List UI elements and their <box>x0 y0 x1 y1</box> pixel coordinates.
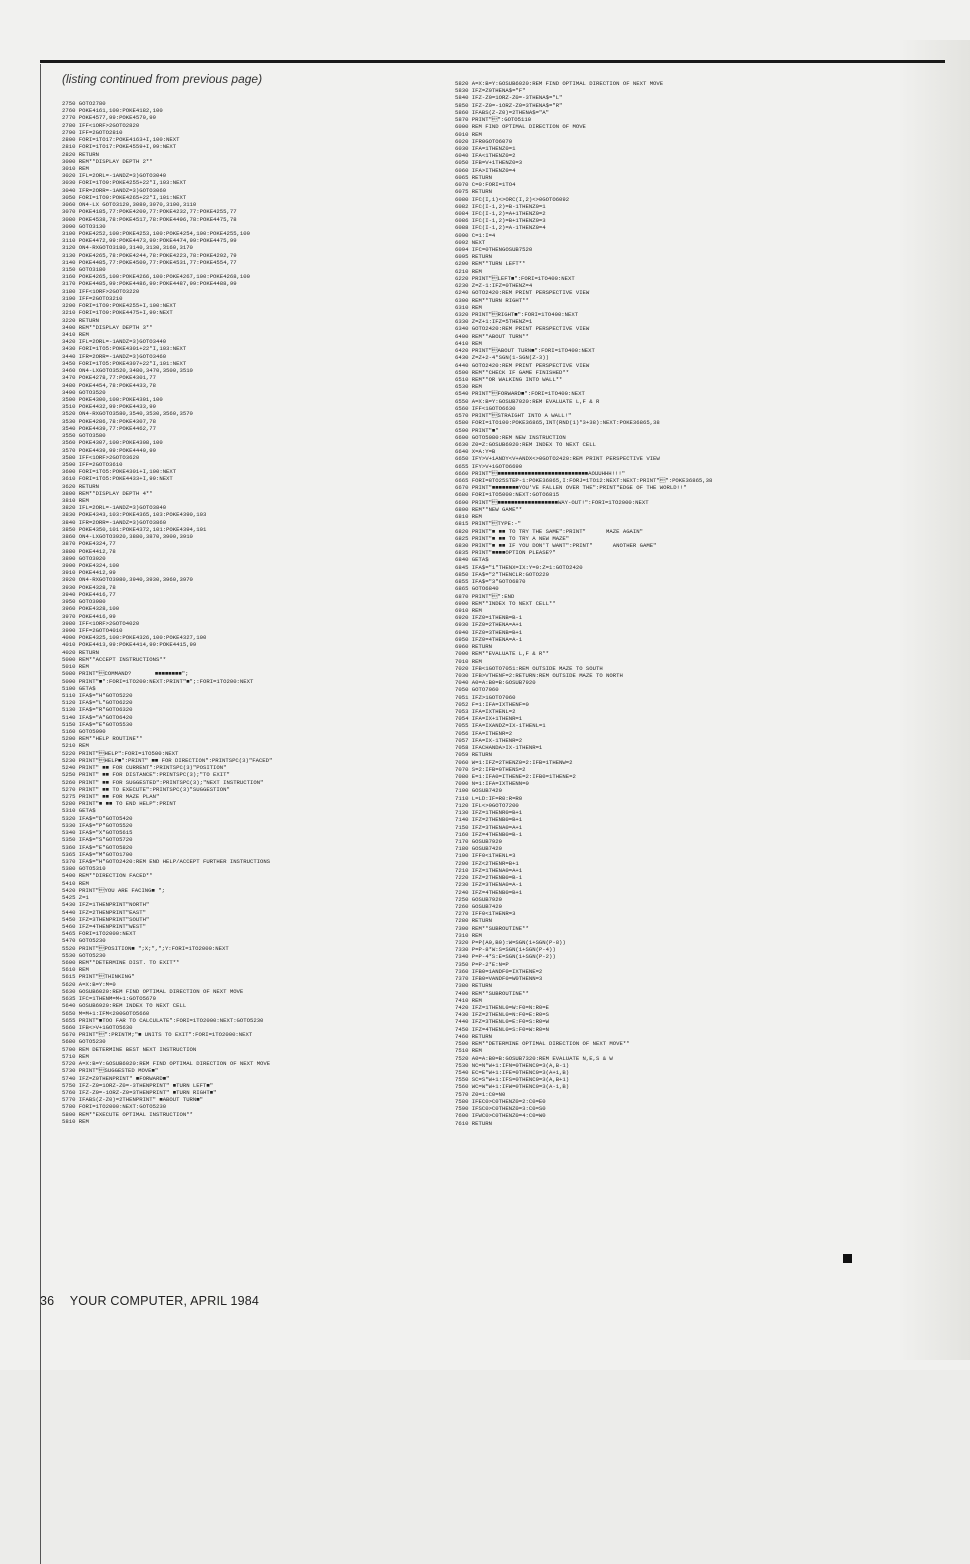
listing-line: 3560 POKE4307,100:POKE4308,100 <box>62 439 163 447</box>
listing-line: 3100 POKE4252,100:POKE4253,100:POKE4254,100:POKE4255,100 <box>62 229 250 237</box>
listing-line: 6075 RETURN <box>455 188 492 196</box>
listing-line: 6855 IFA$="3"GOTO6870 <box>455 578 526 586</box>
listing-line: 6200 REM**TURN LEFT** <box>455 260 526 268</box>
listing-line: 5600 REM**DETERMINE DIST. TO EXIT** <box>62 959 180 967</box>
listing-line: 3120 ON4-RXGOTO3180,3140,3130,3160,3170 <box>62 244 193 252</box>
magazine-issue: YOUR COMPUTER, APRIL 1984 <box>69 1294 260 1308</box>
listing-line: 3990 IFF=2GOTO4010 <box>62 626 123 634</box>
listing-line: 6640 X=A:Y=B <box>455 448 496 456</box>
listing-line: 7051 IFZ>1GOTO7060 <box>455 693 516 701</box>
listing-line: 7300 REM**SUBROUTINE** <box>455 924 529 932</box>
listing-line: 6820 PRINT"■ ■■ TO TRY THE SAME":PRINT" MAZE AGAIN" <box>455 527 643 535</box>
listing-line: 3430 FORI=1TO5:POKE4301+22*I,103:NEXT <box>62 345 187 353</box>
listing-line: 6082 IFC(I-1,2)=B-1THENZ0=1 <box>455 202 546 210</box>
listing-line: 7590 IFSC0>C0THENZ0=3:C0=S0 <box>455 1105 546 1113</box>
page-number: 36 <box>40 1294 55 1308</box>
listing-line: 5210 REM <box>62 742 89 750</box>
listing-line: 6845 IFA$="1"THENX=IX:Y=0:Z=1:GOTO2420 <box>455 563 583 571</box>
listing-line: 5660 IFB<>V+1GOTO5630 <box>62 1024 133 1031</box>
listing-line: 3400 REM**DISPLAY DEPTH 3** <box>62 323 153 331</box>
listing-line: 7030 IFB>VTHENF=2:RETURN:REM OUTSIDE MAZE TO NORTH <box>455 671 623 679</box>
listing-line: 7190 IFF0<1THENL=3 <box>455 852 516 860</box>
listing-line: 5310 GETA$ <box>62 807 96 815</box>
listing-line: 6088 IFC(I-1,2)=A-1THENZ0=4 <box>455 224 546 232</box>
listing-line: 7054 IFA=IX+1THENR=1 <box>455 715 523 723</box>
listing-line: 5530 GOTO5230 <box>62 951 106 959</box>
listing-column-right <box>455 80 875 1260</box>
listing-line: 2810 FORI=1TO17:POKE4559+I,99:NEXT <box>62 143 177 151</box>
listing-line: 3050 FORI=1TO9:POKE4265+22*I,101:NEXT <box>62 193 187 201</box>
listing-line: 3860 ON4-LXGOTO3920,3880,3870,3900,3910 <box>62 533 193 541</box>
listing-line: 7530 NC=N*W+1:IFN=0THENC0=3(A,B-1) <box>455 1061 570 1069</box>
listing-line: 5650 M=M+1:IFM<200GOTO5660 <box>62 1009 150 1017</box>
listing-line: 3090 GOTO3130 <box>62 222 106 230</box>
listing-line: 3110 POKE4472,99:POKE4473,99:POKE4474,99:POKE4475,99 <box>62 237 237 245</box>
listing-line: 3510 POKE4432,99:POKE4433,99 <box>62 403 156 411</box>
listing-line: 5240 PRINT" ■■ FOR CURRENT":PRINTSPC(3)"POSITION" <box>62 764 227 772</box>
listing-line: 5270 PRINT" ■■ TO EXECUTE":PRINTSPC(3)"SUGGESTION" <box>62 785 230 793</box>
listing-line: 6560 IFF<1GOTO6630 <box>455 404 516 412</box>
listing-line: 6020 IFR0GOTO6070 <box>455 137 513 145</box>
listing-line: 7040 A0=A:B0=B:GOSUB7920 <box>455 679 536 687</box>
listing-line: 3550 GOTO3580 <box>62 432 106 440</box>
listing-line: 7020 IFB<1GOTO7051:REM OUTSIDE MAZE TO SOUTH <box>455 664 603 672</box>
listing-line: 7130 IFZ=1THENR0=B+1 <box>455 809 523 817</box>
listing-line: 6540 PRINT"FORWARD■":FORI=1TO400:NEXT <box>455 390 585 398</box>
listing-line: 3470 POKE4278,77:POKE4301,77 <box>62 374 156 382</box>
listing-line: 7350 P=P-2*E:N=P <box>455 960 509 968</box>
listing-line: 5680 GOTO5230 <box>62 1038 106 1046</box>
listing-line: 3000 REM**DISPLAY DEPTH 2** <box>62 157 153 165</box>
listing-line: 5470 GOTO5230 <box>62 937 106 945</box>
listing-line: 5110 IFA$="H"GOTO5220 <box>62 691 133 699</box>
listing-line: 5275 PRINT" ■■ FOR MAZE PLAN" <box>62 793 160 800</box>
listing-line: 7320 P=P(A0,B0):W=SGN(1+SGN(P-8)) <box>455 939 566 947</box>
listing-line: 7600 IFWC0>C0THENZ0=4:C0=W0 <box>455 1112 546 1120</box>
listing-line: 7150 IFZ=3THENA0=A+1 <box>455 823 523 831</box>
listing-line: 3130 POKE4265,78:POKE4244,78:POKE4223,78:POKE4202,79 <box>62 251 237 259</box>
listing-line: 5100 GETA$ <box>62 684 96 692</box>
listing-line: 5130 IFA$="R"GOTO6320 <box>62 706 133 714</box>
listing-line: 7520 A0=A:B0=B:GOSUB7320:REM EVALUATE N,E,S & W <box>455 1054 613 1062</box>
listing-line: 6240 GOTO2420:REM PRINT PERSPECTIVE VIEW <box>455 289 590 297</box>
listing-line: 7460 RETURN <box>455 1032 492 1040</box>
listing-line: 6060 IFA>ITHENZ0=4 <box>455 166 516 174</box>
listing-line: 7550 SC=S*W+1:IFS=0THENC0=3(A,B+1) <box>455 1076 570 1084</box>
listing-line: 6086 IFC(I-1,2)=B+1THENZ0=3 <box>455 217 546 225</box>
listing-line: 5610 REM <box>62 966 89 974</box>
listing-line: 6690 PRINT"■■■■■■■■■■■■■■■■■■WAY-OUT!":FORI=1TO2000:NEXT <box>455 498 649 506</box>
listing-line: 3460 ON4-LXGOTO3520,3480,3470,3500,3510 <box>62 367 193 375</box>
listing-line: 6400 REM**ABOUT TURN** <box>455 332 529 340</box>
listing-line: 3930 POKE4328,78 <box>62 583 116 591</box>
listing-line: 5150 IFA$="E"GOTO5530 <box>62 720 133 728</box>
listing-line: 5760 IFZ-Z0=-1ORZ-Z0=3THENPRINT" ■TURN RIGHT■" <box>62 1088 217 1096</box>
listing-line: 3580 IFF<1ORF>2GOTO3620 <box>62 453 140 461</box>
listing-line: 6430 Z=Z+2-4*SGN(1-SGN(Z-3)) <box>455 354 549 362</box>
listing-line: 3200 FORI=1TO9:POKE4255+I,100:NEXT <box>62 302 177 310</box>
listing-line: 5860 IFABS(Z-Z0)=2THENA$="A" <box>455 108 549 116</box>
listing-line: 6310 REM <box>455 303 482 311</box>
listing-line: 6210 REM <box>455 267 482 275</box>
listing-line: 5120 IFA$="L"GOTO6220 <box>62 699 133 707</box>
listing-line: 6030 IFA=1THENZ0=1 <box>455 144 516 152</box>
listing-line: 6600 GOTO5080:REM NEW INSTRUCTION <box>455 433 566 441</box>
listing-line: 6825 PRINT"■ ■■ TO TRY A NEW MAZE" <box>455 534 570 542</box>
listing-line: 6930 IFZ0=2THENA=A+1 <box>455 621 523 629</box>
listing-line: 3590 IFF=2GOTO3610 <box>62 460 123 468</box>
listing-line: 7230 IFZ=3THENA0=A-1 <box>455 881 523 889</box>
listing-line: 5370 IFA$="H"GOTO2420:REM END HELP/ACCEPT FURTHER INSTRUCTIONS <box>62 857 271 865</box>
listing-line: 3530 POKE4286,78:POKE4307,78 <box>62 417 156 425</box>
listing-line: 6665 FORI=8TO25STEP-1:POKE36865,I:FORJ=1TO12:NEXT:NEXT:PRINT"":POKE36865,38 <box>455 477 713 485</box>
listing-line: 6010 REM <box>455 130 482 138</box>
listing-line: 5420 PRINT"YOU ARE FACING■ "; <box>62 886 165 894</box>
listing-line: 5140 IFA$="A"GOTO6420 <box>62 713 133 721</box>
listing-line: 7180 GOSUB7420 <box>455 845 502 853</box>
listing-line: 5320 IFA$="D"GOTO5420 <box>62 814 133 822</box>
listing-line: 5870 PRINT"":GOTO5110 <box>455 116 532 124</box>
listing-line: 3910 POKE4412,99 <box>62 569 116 577</box>
listing-line: 5720 A=X:B=Y:GOSUB6020:REM FIND OPTIMAL DIRECTION OF NEXT MOVE <box>62 1060 271 1068</box>
listing-line: 3850 POKE4350,101:POKE4372,101:POKE4394,101 <box>62 525 207 533</box>
listing-line: 7053 IFA=IXTHENL=2 <box>455 708 516 716</box>
listing-line: 7420 IFZ=1THENL0=W:F0=N:R0=E <box>455 1004 549 1011</box>
listing-line: 7220 IFZ=2THENB0=B-1 <box>455 874 523 882</box>
listing-line: 7200 IFZ<2THENR=B+1 <box>455 859 519 867</box>
listing-line: 5465 FORI=1TO2000:NEXT <box>62 930 136 938</box>
listing-line: 6040 IFA<1THENZ0=2 <box>455 152 516 160</box>
listing-line: 3210 FORI=1TO9:POKE4475+I,99:NEXT <box>62 309 173 317</box>
listing-line: 6670 PRINT"■■■■■■■■YOU'VE FALLEN OVER THE":PRINT"EDGE OF THE WORLD!!" <box>455 484 687 492</box>
listing-line: 6092 NEXT <box>455 238 486 246</box>
listing-line: 3160 POKE4265,100:POKE4266,100:POKE4267,100:POKE4268,100 <box>62 273 250 281</box>
listing-line: 7260 GOSUB7420 <box>455 902 502 910</box>
listing-line: 3820 IFL=2ORL=-1ANDZ=3)GOTO3840 <box>62 504 167 512</box>
listing-line: 3870 POKE4324,77 <box>62 540 116 548</box>
listing-line: 3800 REM**DISPLAY DEPTH 4** <box>62 489 153 497</box>
listing-line: 3080 POKE4538,78:POKE4517,78:POKE4496,78:POKE4475,78 <box>62 215 237 223</box>
listing-line: 7160 IFZ=4THENB0=B-1 <box>455 830 523 838</box>
listing-line: 6340 GOTO2420:REM PRINT PERSPECTIVE VIEW <box>455 325 590 333</box>
listing-line: 6090 C=1:I=4 <box>455 231 496 239</box>
listing-line: 6050 IFB=V+1THENZ0=3 <box>455 159 523 167</box>
listing-line: 6865 GOTO6840 <box>455 585 499 593</box>
listing-line: 6330 Z=Z+1:IFZ=5THENZ=1 <box>455 318 533 326</box>
listing-line: 3600 FORI=1TO5:POKE4301+I,100:NEXT <box>62 468 177 476</box>
listing-line: 5655 PRINT"■TOO FAR TO CALCULATE":FORI=1TO2000:NEXT:GOTO5230 <box>62 1016 264 1024</box>
top-rule <box>40 60 945 63</box>
listing-line: 5340 IFA$="X"GOTO5615 <box>62 829 133 837</box>
listing-line: 5770 IFABS(Z-Z0)=2THENPRINT" ■ABOUT TURN■" <box>62 1096 203 1104</box>
listing-line: 7250 GOSUB7920 <box>455 895 502 903</box>
listing-line: 3620 RETURN <box>62 482 99 490</box>
listing-line: 5750 IFZ-Z0=1ORZ-Z0=-3THENPRINT" ■TURN LEFT■" <box>62 1081 214 1089</box>
listing-line: 5620 A=X:B=Y:M=0 <box>62 980 116 988</box>
listing-line: 7330 P=P-8*W:S=SGN(1+SGN(P-4)) <box>455 946 556 954</box>
listing-line: 5360 IFA$="E"GOTO5820 <box>62 843 133 851</box>
listing-line: 3480 POKE4454,78:POKE4433,78 <box>62 381 156 389</box>
listing-line: 5520 PRINT"POSITION■ ";X;",";Y:FORI=1TO2000:NEXT <box>62 944 229 952</box>
listing-line: 5410 REM <box>62 879 89 887</box>
listing-line: 6630 Z0=Z:GOSUB6920:REM INDEX TO NEXT CELL <box>455 440 596 448</box>
listing-line: 3880 POKE4412,78 <box>62 547 116 555</box>
listing-line: 6840 GETA$ <box>455 556 489 564</box>
listing-line: 5450 IFZ=3THENPRINT"SOUTH" <box>62 915 150 923</box>
listing-line: 7560 WC=W*W+1:IFW=0THENC0=3(A-1,B) <box>455 1083 570 1091</box>
listing-line: 6510 REM**OR WALKING INTO WALL** <box>455 375 563 383</box>
listing-line: 5630 GOSUB6020:REM FIND OPTIMAL DIRECTION OF NEXT MOVE <box>62 987 244 995</box>
listing-line: 3150 GOTO3180 <box>62 266 106 274</box>
listing-line: 7280 RETURN <box>455 917 492 925</box>
listing-line: 5425 Z=1 <box>62 894 89 902</box>
listing-line: 5710 REM <box>62 1052 89 1060</box>
listing-line: 5365 IFA$="M"GOTO1700 <box>62 850 133 858</box>
listing-line: 6220 PRINT"LEFT■":FORI=1TO400:NEXT <box>455 274 575 282</box>
listing-line: 3570 POKE4439,99:POKE4440,99 <box>62 446 156 454</box>
listing-line: 6850 IFA$="2"THENCLR:GOTO220 <box>455 570 549 578</box>
listing-line: 7120 IFL<>0GOTO7200 <box>455 801 519 809</box>
listing-line: 5460 IFZ=4THENPRINT"WEST" <box>62 922 146 930</box>
next-page-edge <box>900 40 970 1360</box>
listing-line: 7340 P=P-4*S:E=SGN(1+SGN(P-2)) <box>455 953 556 961</box>
listing-line: 5200 REM**HELP ROUTINE** <box>62 735 143 743</box>
page-footer <box>40 1294 259 1308</box>
listing-line: 2790 IFF=2GOTO2810 <box>62 128 123 136</box>
listing-line: 7140 IFZ=2THENB0=B+1 <box>455 816 523 824</box>
listing-line: 4000 POKE4325,100:POKE4326,100:POKE4327,100 <box>62 634 207 642</box>
listing-line: 7450 IFZ=4THENL0=S:F0=W:R0=N <box>455 1025 549 1033</box>
listing-line: 5430 IFZ=1THENPRINT"NORTH" <box>62 901 150 909</box>
listing-line: 2780 IFF<1ORF>2GOTO2820 <box>62 121 140 129</box>
listing-line: 6095 RETURN <box>455 253 492 261</box>
listing-line: 3020 IFL=2ORL=-1ANDZ=3)GOTO3040 <box>62 172 167 180</box>
listing-line: 3960 POKE4328,100 <box>62 605 120 613</box>
listing-line: 3520 ON4-RXGOTO3580,3540,3530,3560,3570 <box>62 410 193 418</box>
listing-line: 7055 IFA=IXANDZ=IX-1THENL=1 <box>455 722 546 730</box>
listing-line: 6655 IFY>V+1GOTO6690 <box>455 462 523 470</box>
listing-line: 5740 IFZ=Z0THENPRINT" ■FORWARD■" <box>62 1074 170 1082</box>
listing-line: 5400 REM**DIRECTION FACED** <box>62 872 153 880</box>
listing-line: 6550 A=X:B=Y:GOSUB7020:REM EVALUATE L,F & R <box>455 397 600 405</box>
listing-line: 6084 IFC(I-1,2)=A+1THENZ0=2 <box>455 209 546 217</box>
listing-line: 7056 IFA=ITHENR=2 <box>455 729 513 737</box>
listing-line: 6920 IFZ0=1THENB=B-1 <box>455 614 523 622</box>
listing-line: 5000 REM**ACCEPT INSTRUCTIONS** <box>62 655 167 663</box>
listing-line: 7510 REM <box>455 1047 482 1055</box>
listing-line: 5280 PRINT"■ ■■ TO END HELP":PRINT <box>62 800 177 808</box>
listing-line: 7540 EC=E*W+1:IFE=0THENC0=3(A+1,B) <box>455 1068 570 1076</box>
listing-line: 6590 PRINT"■" <box>455 426 499 434</box>
listing-line: 3170 POKE4485,99:POKE4486,99:POKE4487,99:POKE4488,99 <box>62 280 237 288</box>
listing-line: 6440 GOTO2420:REM PRINT PERSPECTIVE VIEW <box>455 361 590 369</box>
listing-line: 3540 POKE4439,77:POKE4462,77 <box>62 424 156 432</box>
listing-line: 6815 PRINT"TYPE:-" <box>455 520 522 528</box>
listing-line: 6830 PRINT"■ ■■ IF YOU DON'T WANT":PRINT" ANOTHER GAME" <box>455 542 657 549</box>
end-of-listing-mark <box>843 1254 852 1263</box>
listing-line: 5840 IFZ-Z0=1ORZ-Z0=-3THENA$="L" <box>455 94 563 102</box>
listing-line: 5080 PRINT"COMMAND? ■■■■■■■■"; <box>62 670 189 678</box>
listing-line: 6530 REM <box>455 383 482 391</box>
listing-line: 7370 IFB0=VANDF0=W0THENN=3 <box>455 975 543 983</box>
listing-line: 5440 IFZ=2THENPRINT"EAST" <box>62 908 146 916</box>
listing-line: 6950 IFZ0=4THENA=A-1 <box>455 635 523 643</box>
listing-line: 6835 PRINT"■■■■OPTION PLEASE?" <box>455 549 556 557</box>
listing-line: 6650 IFY>V+1ANDY<V+ANDX<>0GOTO2420:REM PRINT PERSPECTIVE VIEW <box>455 455 660 463</box>
listing-line: 5090 PRINT"■":FORI=1TO200:NEXT:PRINT"■";:FORI=1TO200:NEXT <box>62 677 254 685</box>
listing-line: 7400 REM**SUBROUTINE** <box>455 989 529 997</box>
listing-line: 7010 REM <box>455 657 482 665</box>
listing-line: 2800 FORI=1TO17:POKE4163+I,100:NEXT <box>62 136 180 144</box>
listing-line: 5615 PRINT"THINKING" <box>62 973 135 981</box>
listing-line: 6094 IFC=0THENGOSUB7520 <box>455 246 533 254</box>
listing-line: 7610 RETURN <box>455 1119 492 1127</box>
listing-column-left <box>62 100 442 1260</box>
listing-line: 5800 REM**EXECUTE OPTIMAL INSTRUCTION** <box>62 1110 193 1118</box>
listing-line: 7059 RETURN <box>455 751 492 759</box>
listing-line: 7100 GOSUB7420 <box>455 787 502 795</box>
listing-line: 3450 FORI=1TO5:POKE4307+22*I,101:NEXT <box>62 359 187 367</box>
listing-line: 5250 PRINT" ■■ FOR DISTANCE":PRINTSPC(3);"TO EXIT" <box>62 771 230 779</box>
listing-line: 5010 REM <box>62 663 89 671</box>
continued-note: (listing continued from previous page) <box>62 72 263 86</box>
listing-line: 3840 IFR=2ORR=-1ANDZ=3)GOTO3860 <box>62 518 167 526</box>
listing-line: 5850 IFZ-Z0=-1ORZ-Z0=3THENA$="R" <box>455 101 563 109</box>
listing-line: 7060 W=1:IFZ=2THENZ0=2:IFB=1THENW=2 <box>455 758 573 766</box>
listing-line: 6300 REM**TURN RIGHT** <box>455 296 529 304</box>
listing-line: 3830 POKE4343,103:POKE4365,103:POKE4390,103 <box>62 511 207 519</box>
listing-line: 3180 IFF<1ORF>2GOTO3220 <box>62 287 140 295</box>
listing-line: 7380 RETURN <box>455 982 492 990</box>
listing-line: 2750 GOTO2780 <box>62 100 106 107</box>
listing-line: 6900 REM**INDEX TO NEXT CELL** <box>455 599 556 607</box>
listing-line: 4010 POKE4413,99:POKE4414,99:POKE4415,99 <box>62 641 197 649</box>
listing-line: 6940 IFZ0=3THENB=B+1 <box>455 628 523 636</box>
listing-line: 6320 PRINT"RIGHT■":FORI=1TO400:NEXT <box>455 311 579 318</box>
listing-line: 7240 IFZ=4THENB0=B+1 <box>455 888 523 896</box>
listing-line: 7070 S=2:IFB=0THENS=2 <box>455 765 526 773</box>
listing-line: 7210 IFZ=1THENA0=A+1 <box>455 866 523 874</box>
listing-line: 2820 RETURN <box>62 150 99 158</box>
listing-line: 3920 ON4-RXGOTO3980,3940,3930,3960,3970 <box>62 576 193 584</box>
listing-line: 3610 FORI=1TO5:POKE4433+I,99:NEXT <box>62 475 173 483</box>
listing-line: 6800 REM**NEW GAME** <box>455 505 523 513</box>
listing-line: 5830 IFZ=Z0THENA$="F" <box>455 87 526 95</box>
listing-line: 5220 PRINT"HELP":FORI=1TO500:NEXT <box>62 749 179 757</box>
listing-line: 6870 PRINT"":END <box>455 592 515 600</box>
listing-line: 7110 L=LD:IF=R0:R=R0 <box>455 794 523 802</box>
listing-line: 6660 PRINT"■■■■■■■■■■■■■■■■■■■■■■■■■■■AOUUHHH!!!" <box>455 469 626 477</box>
listing-line: 5635 IFC=1THENM=M+1:GOTO5670 <box>62 995 156 1003</box>
listing-line: 6960 RETURN <box>455 643 492 651</box>
listing-line: 6070 C=0:FORI=1TO4 <box>455 181 516 189</box>
listing-line: 2770 POKE4577,99:POKE4570,99 <box>62 114 156 122</box>
listing-line: 7310 REM <box>455 931 482 939</box>
listing-line: 7360 IFB0=1ANDF0=IXTHENE=2 <box>455 967 543 975</box>
listing-line: 3060 ON4-LX GOTO3120,3080,3070,3100,3110 <box>62 201 197 209</box>
listing-line: 6000 REM FIND OPTIMAL DIRECTION OF MOVE <box>455 123 586 131</box>
listing-line: 5780 FORI=1TO2000:NEXT:GOTO5230 <box>62 1103 167 1111</box>
listing-line: 7050 GOTO7060 <box>455 686 499 694</box>
listing-line: 5700 REM DETERMINE BEST NEXT INSTRUCTION <box>62 1045 197 1053</box>
listing-line: 3190 IFF=2GOTO3210 <box>62 294 123 302</box>
listing-line: 7080 E=1:IFA0=ITHENE=2:IFB0=1THENE=2 <box>455 773 576 780</box>
listing-line: 7090 N=1:IFA=IXTHENN=0 <box>455 780 529 788</box>
listing-line: 6500 REM**CHECK IF GAME FINISHED** <box>455 368 570 376</box>
listing-line: 5230 PRINT"HELP■":PRINT" ■■ FOR DIRECTION":PRINTSPC(3)"FACED" <box>62 756 273 764</box>
listing-line: 7052 F=1:IFA=IXTHENF=0 <box>455 700 529 708</box>
listing-line: 6410 REM <box>455 339 482 347</box>
listing-line: 2760 POKE4161,100:POKE4182,100 <box>62 107 163 115</box>
listing-line: 6680 FORI=1TO5000:NEXT:GOTO6815 <box>455 491 560 499</box>
listing-line: 7170 GOSUB7920 <box>455 837 502 845</box>
listing-line: 3220 RETURN <box>62 316 99 324</box>
listing-line: 3940 POKE4416,77 <box>62 590 116 598</box>
listing-line: 7057 IFA=IX-1THENR=2 <box>455 736 523 744</box>
listing-line: 7580 IFEC0>C0THENZ0=2:C0=E0 <box>455 1097 546 1105</box>
listing-line: 5820 A=X:B=Y:GOSUB6020:REM FIND OPTIMAL DIRECTION OF NEXT MOVE <box>455 80 664 87</box>
listing-line: 3950 GOTO3980 <box>62 598 106 606</box>
listing-line: 3440 IFR=2ORR=-1ANDZ=3)GOTO3460 <box>62 352 167 360</box>
listing-line: 3810 REM <box>62 497 89 505</box>
listing-line: 3410 REM <box>62 331 89 338</box>
listing-line: 3970 POKE4416,99 <box>62 612 116 620</box>
listing-line: 5640 GOSUB6920:REM INDEX TO NEXT CELL <box>62 1002 187 1010</box>
listing-line: 3490 GOTO3520 <box>62 388 106 396</box>
listing-line: 7000 REM**EVALUATE L,F & R** <box>455 650 549 658</box>
listing-line: 5350 IFA$="S"GOTO5720 <box>62 836 133 844</box>
listing-line: 7410 REM <box>455 996 482 1004</box>
listing-line: 5670 PRINT"":PRINTM;"■ UNITS TO EXIT":FORI=1TO2000:NEXT <box>62 1031 253 1039</box>
listing-line: 5330 IFA$="P"GOTO5520 <box>62 821 133 829</box>
listing-line: 5730 PRINT"SUGGESTED MOVE■" <box>62 1067 159 1075</box>
listing-line: 3900 POKE4324,100 <box>62 562 120 569</box>
listing-line: 5260 PRINT" ■■ FOR SUGGESTED":PRINTSPC(3);"NEXT INSTRUCTION" <box>62 778 264 786</box>
listing-line: 5160 GOTO5090 <box>62 728 106 736</box>
listing-line: 3420 IFL=2ORL=-1ANDZ=3)GOTO3440 <box>62 338 167 346</box>
listing-line: 6810 REM <box>455 513 482 521</box>
listing-line: 5380 GOTO5310 <box>62 865 106 873</box>
listing-line: 3030 FORI=1TO9:POKE4255+22*I,103:NEXT <box>62 179 187 187</box>
listing-line: 7430 IFZ=2THENL0=N:F0=E:R0=S <box>455 1011 549 1019</box>
listing-line: 7570 Z0=1:C0=N0 <box>455 1090 506 1098</box>
listing-line: 6910 REM <box>455 606 482 614</box>
listing-line: 6065 RETURN <box>455 173 492 181</box>
listing-line: 7270 IFF0<1THENR=3 <box>455 910 516 918</box>
listing-line: 7440 IFZ=3THENL0=E:F0=S:R0=W <box>455 1018 549 1026</box>
listing-line: 6080 IFC(I,1)<>ORC(I,2)<>0GOTO6092 <box>455 195 570 203</box>
listing-line: 6580 FORI=1TO100:POKE36865,INT(RND(1)*3+38):NEXT:POKE36865,38 <box>455 419 660 427</box>
listing-line: 6230 Z=Z-1:IFZ=0THENZ=4 <box>455 282 533 290</box>
listing-line: 3070 POKE4185,77:POKE4209,77:POKE4232,77:POKE4255,77 <box>62 208 237 216</box>
listing-line: 3140 POKE4485,77:POKE4509,77:POKE4531,77:POKE4554,77 <box>62 258 237 266</box>
listing-line: 6420 PRINT"ABOUT TURN■":FORI=1TO400:NEXT <box>455 347 595 355</box>
listing-line: 7500 REM**DETERMINE OPTIMAL DIRECTION OF NEXT MOVE** <box>455 1040 630 1048</box>
listing-line: 7058 IFACHANDA>IX-1THENR=1 <box>455 744 543 752</box>
listing-line: 4020 RETURN <box>62 648 99 656</box>
listing-line: 5810 REM <box>62 1117 89 1125</box>
listing-line: 3890 GOTO3920 <box>62 554 106 562</box>
listing-line: 3980 IFF<1ORF>2GOTO4020 <box>62 619 140 627</box>
listing-line: 3010 REM <box>62 164 89 172</box>
listing-line: 3040 IFR=2ORR=-1ANDZ=3)GOTO3060 <box>62 186 167 194</box>
listing-line: 3500 POKE4300,100:POKE4301,100 <box>62 395 163 403</box>
listing-line: 6570 PRINT"STRAIGHT INTO A WALL!" <box>455 412 572 420</box>
